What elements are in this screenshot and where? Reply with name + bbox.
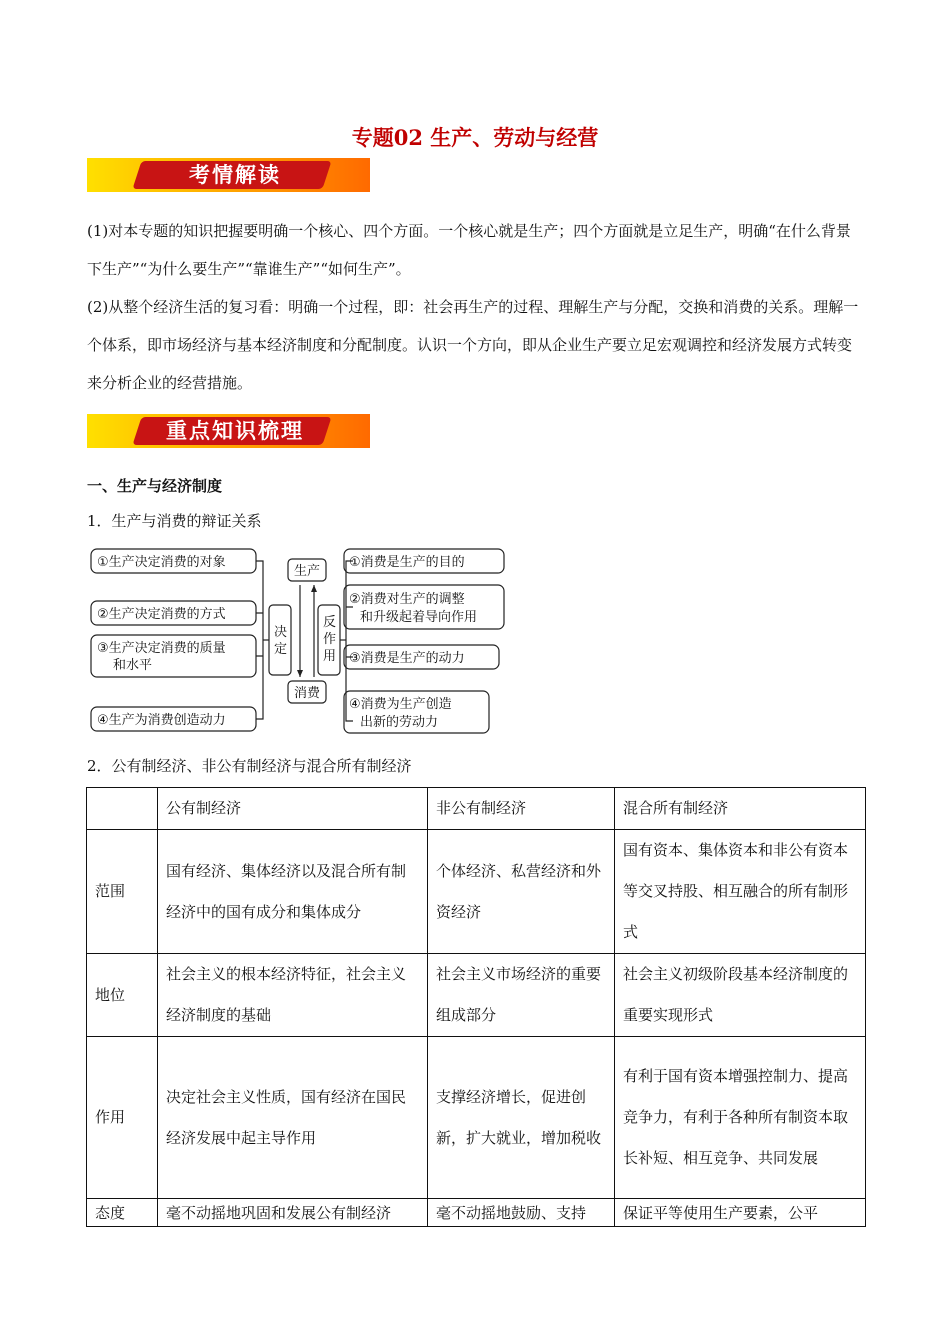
left-text-2: ②生产决定消费的方式	[97, 607, 226, 622]
table-row	[87, 1199, 866, 1227]
table-header-cell	[87, 788, 158, 830]
react-char-2: 作	[323, 632, 337, 647]
left-text-4: ④生产为消费创造动力	[97, 713, 226, 728]
page-title: 专题02 生产、劳动与经营	[351, 125, 599, 150]
table-row	[87, 830, 866, 954]
left-text-3b: 和水平	[113, 658, 153, 673]
ownership-comparison-table	[86, 787, 866, 1227]
table-cell: 作用	[87, 1037, 158, 1199]
table-header-cell: 混合所有制经济	[615, 788, 866, 830]
banner-key-knowledge	[87, 414, 370, 448]
table-cell: 社会主义初级阶段基本经济制度的重要实现形式	[615, 954, 866, 1037]
banner-exam-analysis	[87, 158, 370, 192]
right-text-4a: ④消费为生产创造	[349, 697, 452, 712]
consumption-label: 消费	[294, 686, 321, 701]
decide-char-1: 决	[274, 625, 288, 640]
right-text-4b: 出新的劳动力	[360, 715, 439, 730]
react-char-3: 用	[323, 649, 337, 664]
subsection-heading-1: 1．生产与消费的辩证关系	[87, 512, 262, 530]
table-cell: 毫不动摇地鼓励、支持	[428, 1199, 615, 1227]
decide-char-2: 定	[274, 642, 288, 657]
right-text-2b: 和升级起着导向作用	[360, 610, 478, 625]
table-cell: 有利于国有资本增强控制力、提高竞争力，有利于各种所有制资本取长补短、相互竞争、共同发展	[615, 1037, 866, 1199]
production-consumption-diagram	[88, 543, 528, 735]
table-row	[87, 954, 866, 1037]
table-cell: 保证平等使用生产要素，公平	[615, 1199, 866, 1227]
banner-key-knowledge-label: 重点知识梳理	[166, 419, 304, 443]
table-cell: 社会主义市场经济的重要组成部分	[428, 954, 615, 1037]
right-text-2a: ②消费对生产的调整	[349, 592, 465, 607]
table-cell: 地位	[87, 954, 158, 1037]
table-cell: 个体经济、私营经济和外资经济	[428, 830, 615, 954]
table-cell: 社会主义的根本经济特征，社会主义经济制度的基础	[158, 954, 428, 1037]
section-heading: 一、生产与经济制度	[87, 477, 223, 495]
right-text-1: ①消费是生产的目的	[349, 555, 465, 570]
intro-paragraph-1: (1)对本专题的知识把握要明确一个核心、四个方面。一个核心就是生产；四个方面就是立足生产，明确“在什么背景下生产”“为什么要生产”“靠谁生产”“如何生产”。	[87, 222, 851, 278]
table-header-cell: 非公有制经济	[428, 788, 615, 830]
table-row	[87, 1037, 866, 1199]
left-text-3a: ③生产决定消费的质量	[97, 641, 226, 656]
table-cell: 支撑经济增长，促进创新，扩大就业，增加税收	[428, 1037, 615, 1199]
table-cell: 国有经济、集体经济以及混合所有制经济中的国有成分和集体成分	[158, 830, 428, 954]
table-cell: 决定社会主义性质，国有经济在国民经济发展中起主导作用	[158, 1037, 428, 1199]
table-header-row	[87, 788, 866, 830]
table-cell: 态度	[87, 1199, 158, 1227]
banner-exam-analysis-label: 考情解读	[189, 163, 281, 187]
left-text-1: ①生产决定消费的对象	[97, 555, 226, 570]
intro-paragraph-2: (2)从整个经济生活的复习看：明确一个过程，即：社会再生产的过程、理解生产与分配，交换和消费的关系。理解一个体系，即市场经济与基本经济制度和分配制度。认识一个方向，即从企业生产要立足宏观调控和经济发展方式转变来分析企业的经营措施。	[87, 298, 859, 392]
table-cell: 国有资本、集体资本和非公有资本等交叉持股、相互融合的所有制形式	[615, 830, 866, 954]
right-text-3: ③消费是生产的动力	[349, 651, 465, 666]
subsection-heading-2: 2．公有制经济、非公有制经济与混合所有制经济	[87, 757, 412, 775]
table-cell: 范围	[87, 830, 158, 954]
decide-box	[269, 605, 291, 675]
react-char-1: 反	[323, 615, 337, 630]
production-label: 生产	[294, 564, 321, 579]
table-cell: 毫不动摇地巩固和发展公有制经济	[158, 1199, 428, 1227]
table-header-cell: 公有制经济	[158, 788, 428, 830]
